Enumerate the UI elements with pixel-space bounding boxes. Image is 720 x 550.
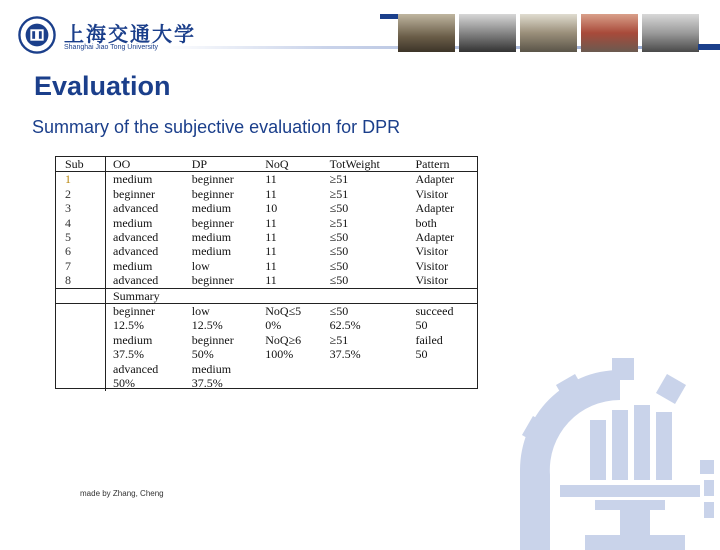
table-cell: ≤50 — [329, 258, 349, 273]
table-cell: medium — [191, 361, 232, 376]
table-cell: medium — [191, 244, 232, 259]
table-cell: Visitor — [415, 244, 449, 259]
table-row — [56, 187, 477, 201]
table-cell: medium — [113, 258, 153, 273]
table-cell: beginner — [191, 186, 234, 201]
table-cell — [56, 288, 106, 303]
table-cell: ≤50 — [329, 230, 349, 245]
subject-id-cell — [56, 362, 106, 376]
table-cell: 11 — [265, 258, 277, 273]
table-cell: Visitor — [415, 186, 449, 201]
table-cell: both — [415, 215, 437, 230]
table-cell: ≤50 — [329, 201, 349, 216]
summary-row — [56, 304, 477, 319]
table-row — [56, 244, 477, 258]
table-cell: 50 — [415, 318, 428, 333]
table-cell: 10 — [265, 201, 278, 216]
table-cell: NoQ≤5 — [265, 304, 302, 319]
table-cell: 100% — [265, 347, 294, 362]
table-row — [56, 273, 477, 288]
table-cell: ≤50 — [329, 273, 349, 288]
table-cell: 11 — [265, 273, 277, 288]
campus-photo — [398, 14, 455, 52]
table-cell: beginner — [113, 186, 155, 201]
column-header: OO — [106, 157, 185, 172]
column-header: DP — [185, 157, 259, 172]
table-cell: advanced — [113, 230, 159, 245]
table-cell — [258, 362, 322, 376]
table-row — [56, 172, 477, 187]
table-row — [56, 259, 477, 273]
table-cell: 12.5% — [113, 318, 144, 333]
subject-id-cell — [56, 318, 106, 332]
table-cell: NoQ≥6 — [265, 332, 302, 347]
table-cell: low — [191, 304, 210, 319]
table-cell: beginner — [191, 332, 234, 347]
table-cell — [408, 362, 477, 376]
slide-subtitle: Summary of the subjective evaluation for DPR — [32, 117, 401, 137]
slide-title: Evaluation — [34, 71, 171, 101]
table-cell: ≥51 — [329, 215, 349, 230]
column-header: Pattern — [408, 157, 477, 172]
table-cell: advanced — [113, 361, 159, 376]
table-cell: 0% — [265, 318, 282, 333]
subject-id-cell: 5 — [56, 230, 106, 244]
summary-row — [56, 318, 477, 332]
table-cell: medium — [113, 332, 153, 347]
table-cell: ≤50 — [329, 304, 349, 319]
summary-row — [56, 376, 477, 390]
subject-id-cell: 4 — [56, 216, 106, 230]
university-emblem-watermark-icon — [500, 350, 720, 550]
table-cell: failed — [415, 332, 443, 347]
table-cell: advanced — [113, 244, 159, 259]
subject-id-cell: 6 — [56, 244, 106, 258]
table-cell: Adapter — [415, 201, 455, 216]
evaluation-table — [55, 156, 478, 389]
university-seal-icon — [18, 16, 56, 54]
column-header: Sub — [56, 157, 106, 172]
campus-photo-strip — [398, 14, 699, 52]
table-cell: ≥51 — [329, 186, 349, 201]
table-cell: Visitor — [415, 273, 449, 288]
table-cell: ≥51 — [329, 332, 349, 347]
campus-photo — [581, 14, 638, 52]
table-cell: beginner — [113, 304, 155, 319]
summary-row — [56, 333, 477, 347]
table-cell: medium — [191, 230, 232, 245]
subject-id-cell: 2 — [56, 187, 106, 201]
table-cell: Visitor — [415, 258, 449, 273]
campus-photo — [642, 14, 699, 52]
table-cell: beginner — [191, 172, 234, 187]
table-cell: succeed — [415, 304, 454, 319]
table-cell: 37.5% — [113, 347, 144, 362]
table-cell: 12.5% — [191, 318, 223, 333]
table-row — [56, 230, 477, 244]
table-cell: 50% — [113, 376, 135, 391]
header-accent — [380, 14, 398, 19]
subject-id-cell: 1 — [56, 172, 106, 187]
table-cell — [258, 376, 322, 390]
table-cell: 50 — [415, 347, 428, 362]
table-cell: 11 — [265, 172, 277, 187]
summary-label: Summary — [106, 288, 478, 303]
table-cell: beginner — [191, 273, 234, 288]
table-cell: low — [191, 258, 210, 273]
table-cell: 50% — [191, 347, 214, 362]
table-cell: ≤50 — [329, 244, 349, 259]
table-cell: advanced — [113, 273, 159, 288]
table-cell: medium — [113, 172, 153, 187]
table-cell — [408, 376, 477, 390]
table-cell: 11 — [265, 230, 277, 245]
subject-id-cell — [56, 333, 106, 347]
column-header: TotWeight — [323, 157, 409, 172]
table-cell — [323, 376, 409, 390]
campus-photo — [520, 14, 577, 52]
footer-credit: made by Zhang, Cheng — [80, 489, 164, 498]
summary-header-row — [56, 288, 477, 303]
table-cell: 62.5% — [329, 318, 361, 333]
table-cell: medium — [113, 215, 153, 230]
table-header-row — [56, 157, 477, 172]
slide-header — [0, 0, 720, 60]
university-name-cn: 上海交通大学 — [64, 22, 196, 46]
table-cell: 11 — [265, 244, 277, 259]
table-cell: medium — [191, 201, 232, 216]
table-cell — [323, 362, 409, 376]
table-row — [56, 216, 477, 230]
header-accent-end — [698, 44, 720, 50]
campus-photo — [459, 14, 516, 52]
table-row — [56, 201, 477, 215]
subject-id-cell — [56, 376, 106, 390]
subject-id-cell: 7 — [56, 259, 106, 273]
table-cell: 37.5% — [191, 376, 223, 391]
table-cell: ≥51 — [329, 172, 349, 187]
subject-id-cell: 8 — [56, 273, 106, 288]
summary-row — [56, 347, 477, 361]
summary-row — [56, 362, 477, 376]
column-header: NoQ — [258, 157, 322, 172]
university-name-en: Shanghai Jiao Tong University — [64, 44, 159, 51]
table-cell: Adapter — [415, 230, 455, 245]
table-cell: advanced — [113, 201, 159, 216]
table-cell: 37.5% — [329, 347, 361, 362]
table-cell: 11 — [265, 215, 277, 230]
subject-id-cell: 3 — [56, 201, 106, 215]
subject-id-cell — [56, 304, 106, 319]
table-cell: 11 — [265, 186, 277, 201]
table-cell: Adapter — [415, 172, 455, 187]
subject-id-cell — [56, 347, 106, 361]
table-cell: beginner — [191, 215, 234, 230]
